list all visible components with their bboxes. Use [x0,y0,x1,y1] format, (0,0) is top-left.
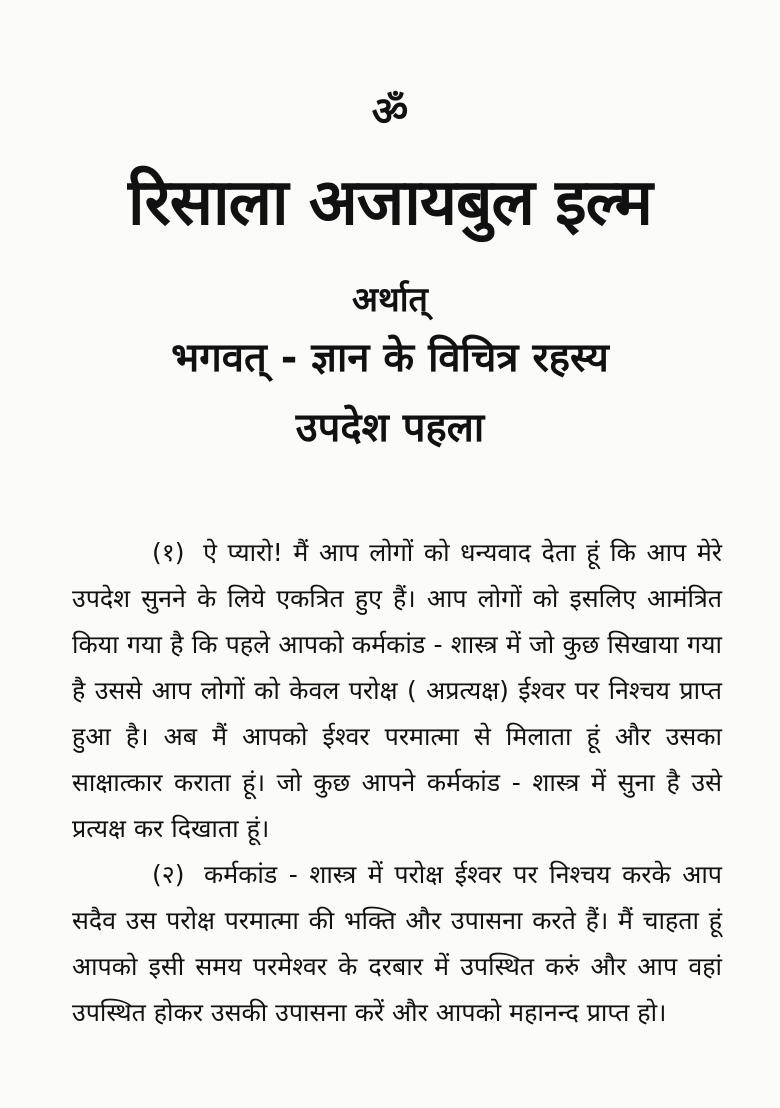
paragraph-2 [72,852,722,1036]
paragraph-number: (१) [152,538,185,567]
paragraph-number: (२) [152,860,185,889]
subtitle-arthat: अर्थात् [352,280,428,320]
paragraph-text: ऐ प्यारो! मैं आप लोगों को धन्यवाद देता हूं कि आप मेरे उपदेश सुनने के लिये एकत्रित हुए हैं। आप लोगों को इसलिए आमंत्रित किया गया है कि पहले आपको कर्मकांड - शास्त्र में जो कुछ सिखाया गया है उससे आप लोगों को केवल परोक्ष ( अप्रत्यक्ष) ईश्वर पर निश्चय प्राप्त हुआ है। अब मैं आपको ईश्वर परमात्मा से मिलाता हूं और उसका साक्षात्कार कराता हूं। जो कुछ आपने कर्मकांड - शास्त्र में सुना है उसे प्रत्यक्ष कर दिखाता हूं। [72,538,722,843]
section-heading: उपदेश पहला [295,405,485,451]
paragraph-text: कर्मकांड - शास्त्र में परोक्ष ईश्वर पर निश्चय करके आप सदैव उस परोक्ष परमात्मा की भक्ति और उपासना करते हैं। मैं चाहता हूं आपको इसी समय परमेश्वर के दरबार में उपस्थित करुं और आप वहां उपस्थित होकर उसकी उपासना करें और आपको महानन्द प्राप्त हो। [72,860,722,1027]
paragraph-1 [72,530,722,852]
subtitle-main: भगवत् - ज्ञान के विचित्र रहस्य [171,335,609,381]
body-text [72,530,722,1036]
om-symbol: ॐ [371,89,409,135]
page-title: रिसाला अजायबुल इल्म [128,166,652,240]
